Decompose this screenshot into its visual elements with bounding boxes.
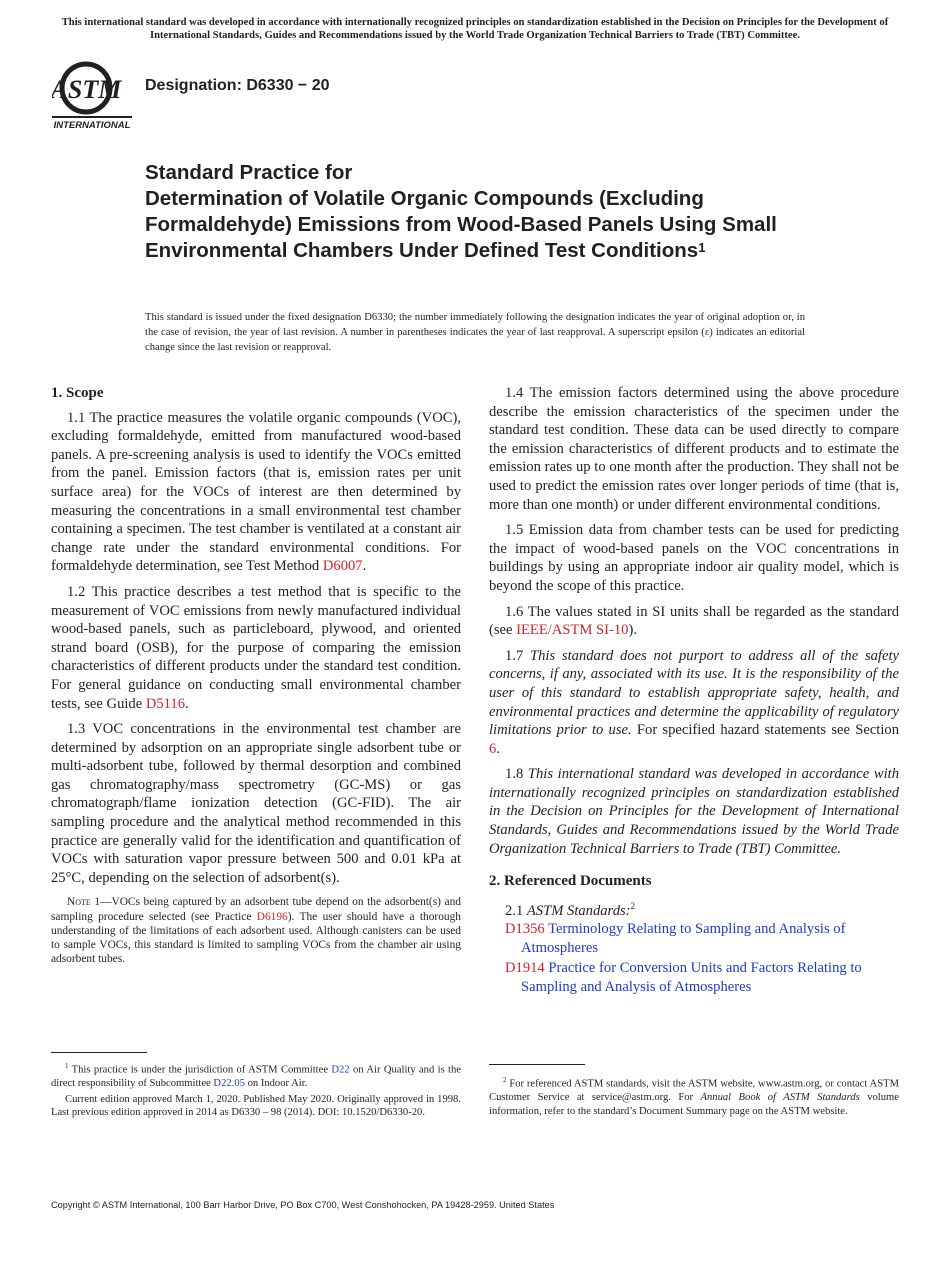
footnote-rule-left bbox=[51, 1052, 147, 1053]
paragraph-1-7: 1.7 This standard does not purport to address all of the safety concerns, if any, associated with its use. It is the responsibility of the user of this standard to establish appropriate safety, health, and environmental practices and determine the applicability of regulatory limitations prior to use. For specified hazard statements see Section 6. bbox=[489, 647, 899, 757]
reference-item bbox=[505, 959, 899, 996]
copyright-line: Copyright © ASTM International, 100 Barr Harbor Drive, PO Box C700, West Conshohocken, PA 19428-2959. United States bbox=[51, 1200, 555, 1210]
footnote-2: $^2$ For referenced ASTM standards, visit the ASTM website, www.astm.org, or contact ASTM Customer Service at service@astm.org. For Annual Book of ASTM Standards volume information, refer to the standard’s Document Summary page on the ASTM website. bbox=[489, 1076, 899, 1117]
footnote-rule-right bbox=[489, 1064, 585, 1065]
link-d6007[interactable]: D6007 bbox=[322, 558, 363, 575]
title-main: Determination of Volatile Organic Compounds (Excluding Formaldehyde) Emissions from Wood-Based Panels Using Small Environmental Chambers Under Defined Test Conditions$^1$ bbox=[145, 187, 777, 262]
document-title bbox=[145, 160, 845, 264]
paragraph-1-2: 1.2 This practice describes a test method that is specific to the measurement of VOC emissions from newly manufactured individual wood-based panels, such as particleboard, plywood, and oriented strand board (OSB), for the purpose of comparing the emission characteristics of different products under the standard test condition. For general guidance on conducting small environmental chamber tests, see Guide D5116. bbox=[51, 583, 461, 712]
tbt-notice: This international standard was developed in accordance with internationally recognized principles on standardization established in the Decision on Principles for the Development of International Standards, Guides and Recommendations issued by the World Trade Organization Technical Barriers to Trade (TBT) Committee. bbox=[61, 17, 889, 41]
paragraph-1-3: 1.3 VOC concentrations in the environmental test chamber are determined by adsorption on an appropriate single adsorbent tube or multi-adsorbent tube, followed by thermal desorption and combined gas chromatography/mass spectrometry (GC-MS) or gas chromatograph/flame ionization detection (GC-FID). The air sampling procedure and the analytical method recommended in this practice are generally valid for the identification and quantification of VOCs with saturation vapor pressure between 500 and 0.01 kPa at 25°C, depending on the selection of adsorbent(s). bbox=[51, 721, 461, 886]
designation: Designation: D6330 − 20 bbox=[145, 77, 330, 94]
footnote-1-edition: Current edition approved March 1, 2020. Published May 2020. Originally approved in 1998. Last previous edition approved in 2014 as D6330 – 98 (2014). DOI: 10.1520/D6330-20. bbox=[51, 1093, 461, 1119]
paragraph-1-1: 1.1 The practice measures the volatile organic compounds (VOC), excluding formaldehyde, emitted from manufactured wood-based panels. A pre-screening analysis is used to identify the VOCs emitted from the panel. Emission factors (that is, emission rates per unit surface area) for the VOCs of interest are then determined by measuring the concentrations in a small environmental test chamber containing a specimen. The test chamber is ventilated at a constant air change rate under the standard environmental conditions. For formaldehyde determination, see Test Method D6007. bbox=[51, 409, 461, 575]
link-d1356[interactable]: D1356 bbox=[505, 921, 545, 938]
svg-text:ASTM: ASTM bbox=[52, 75, 122, 104]
paragraph-1-5: 1.5 Emission data from chamber tests can be used for predicting the impact of wood-based panels on the VOC concentrations in buildings by using an appropriate indoor air quality model, which is beyond the scope of this practice. bbox=[489, 522, 899, 594]
link-d6196[interactable]: D6196 bbox=[256, 910, 288, 923]
link-d1914[interactable]: D1914 bbox=[505, 960, 545, 977]
link-section-6[interactable]: 6 bbox=[489, 740, 497, 757]
reference-title-d1914[interactable]: Practice for Conversion Units and Factors Relating to Sampling and Analysis of Atmospheres bbox=[521, 960, 862, 996]
link-ieee-astm-si-10[interactable]: IEEE/ASTM SI-10 bbox=[516, 622, 629, 639]
reference-item bbox=[505, 920, 899, 957]
right-column bbox=[489, 384, 899, 999]
paragraph-1-4: 1.4 The emission factors determined using the above procedure describe the emission characteristics of the specimen under the standard test condition. These data can be used directly to compare the emission characteristics of different products and to estimate the emission rates up to one month after the production. They shall not be used to predict the emission rates over longer periods of time (that is, more than one month) or under different environmental conditions. bbox=[489, 385, 899, 513]
referenced-documents bbox=[489, 897, 899, 997]
link-d22[interactable]: D22 bbox=[331, 1064, 350, 1076]
note-1: Note 1—VOCs being captured by an adsorbent tube depend on the adsorbent(s) and sampling procedure selected (see Practice D6196). The user should have a thorough understanding of the limitations of each adsorbent used. Although canisters can be used to sample VOCs, this standard is limited to sampling VOCs from the chamber air using adsorbent tubes. bbox=[51, 896, 461, 966]
issuance-statement: This standard is issued under the fixed designation D6330; the number immediately following the designation indicates the year of original adoption or, in the case of revision, the year of last revision. A number in parentheses indicates the year of last reapproval. A superscript epsilon (ε) indicates an editorial change since the last revision or reapproval. bbox=[145, 312, 805, 353]
astm-standards-label: 2.1 ASTM Standards:$^2$ bbox=[505, 900, 636, 919]
title-line-1: Standard Practice for bbox=[145, 161, 353, 184]
link-d22-05[interactable]: D22.05 bbox=[213, 1078, 245, 1090]
link-d5116[interactable]: D5116 bbox=[145, 695, 186, 712]
astm-logo bbox=[52, 58, 134, 130]
footnote-1: $^1$ This practice is under the jurisdiction of ASTM Committee D22 on Air Quality and is the direct responsibility of Subcommittee D22.05 on Indoor Air. Current edition approved March 1, 2020. Published May 2020. Originally approved in 1998. Last previous edition approved in 2014 as D6330 – 98 (2014). DOI: 10.1520/D6330-20. bbox=[51, 1062, 462, 1119]
section-heading-referenced-documents: 2. Referenced Documents bbox=[489, 873, 652, 890]
paragraph-1-8: 1.8 This international standard was developed in accordance with internationally recognized principles on standardization established in the Decision on Principles for the Development of International Standards, Guides and Recommendations issued by the World Trade Organization Technical Barriers to Trade (TBT) Committee. bbox=[489, 766, 900, 857]
left-column bbox=[51, 384, 461, 966]
title-footnote-mark: 1 bbox=[698, 240, 706, 255]
section-heading-scope: 1. Scope bbox=[51, 385, 104, 401]
svg-text:INTERNATIONAL: INTERNATIONAL bbox=[53, 120, 131, 130]
reference-title-d1356[interactable]: Terminology Relating to Sampling and Analysis of Atmospheres bbox=[521, 921, 846, 956]
paragraph-1-6: 1.6 The values stated in SI units shall be regarded as the standard (see IEEE/ASTM SI-10). bbox=[489, 603, 899, 639]
